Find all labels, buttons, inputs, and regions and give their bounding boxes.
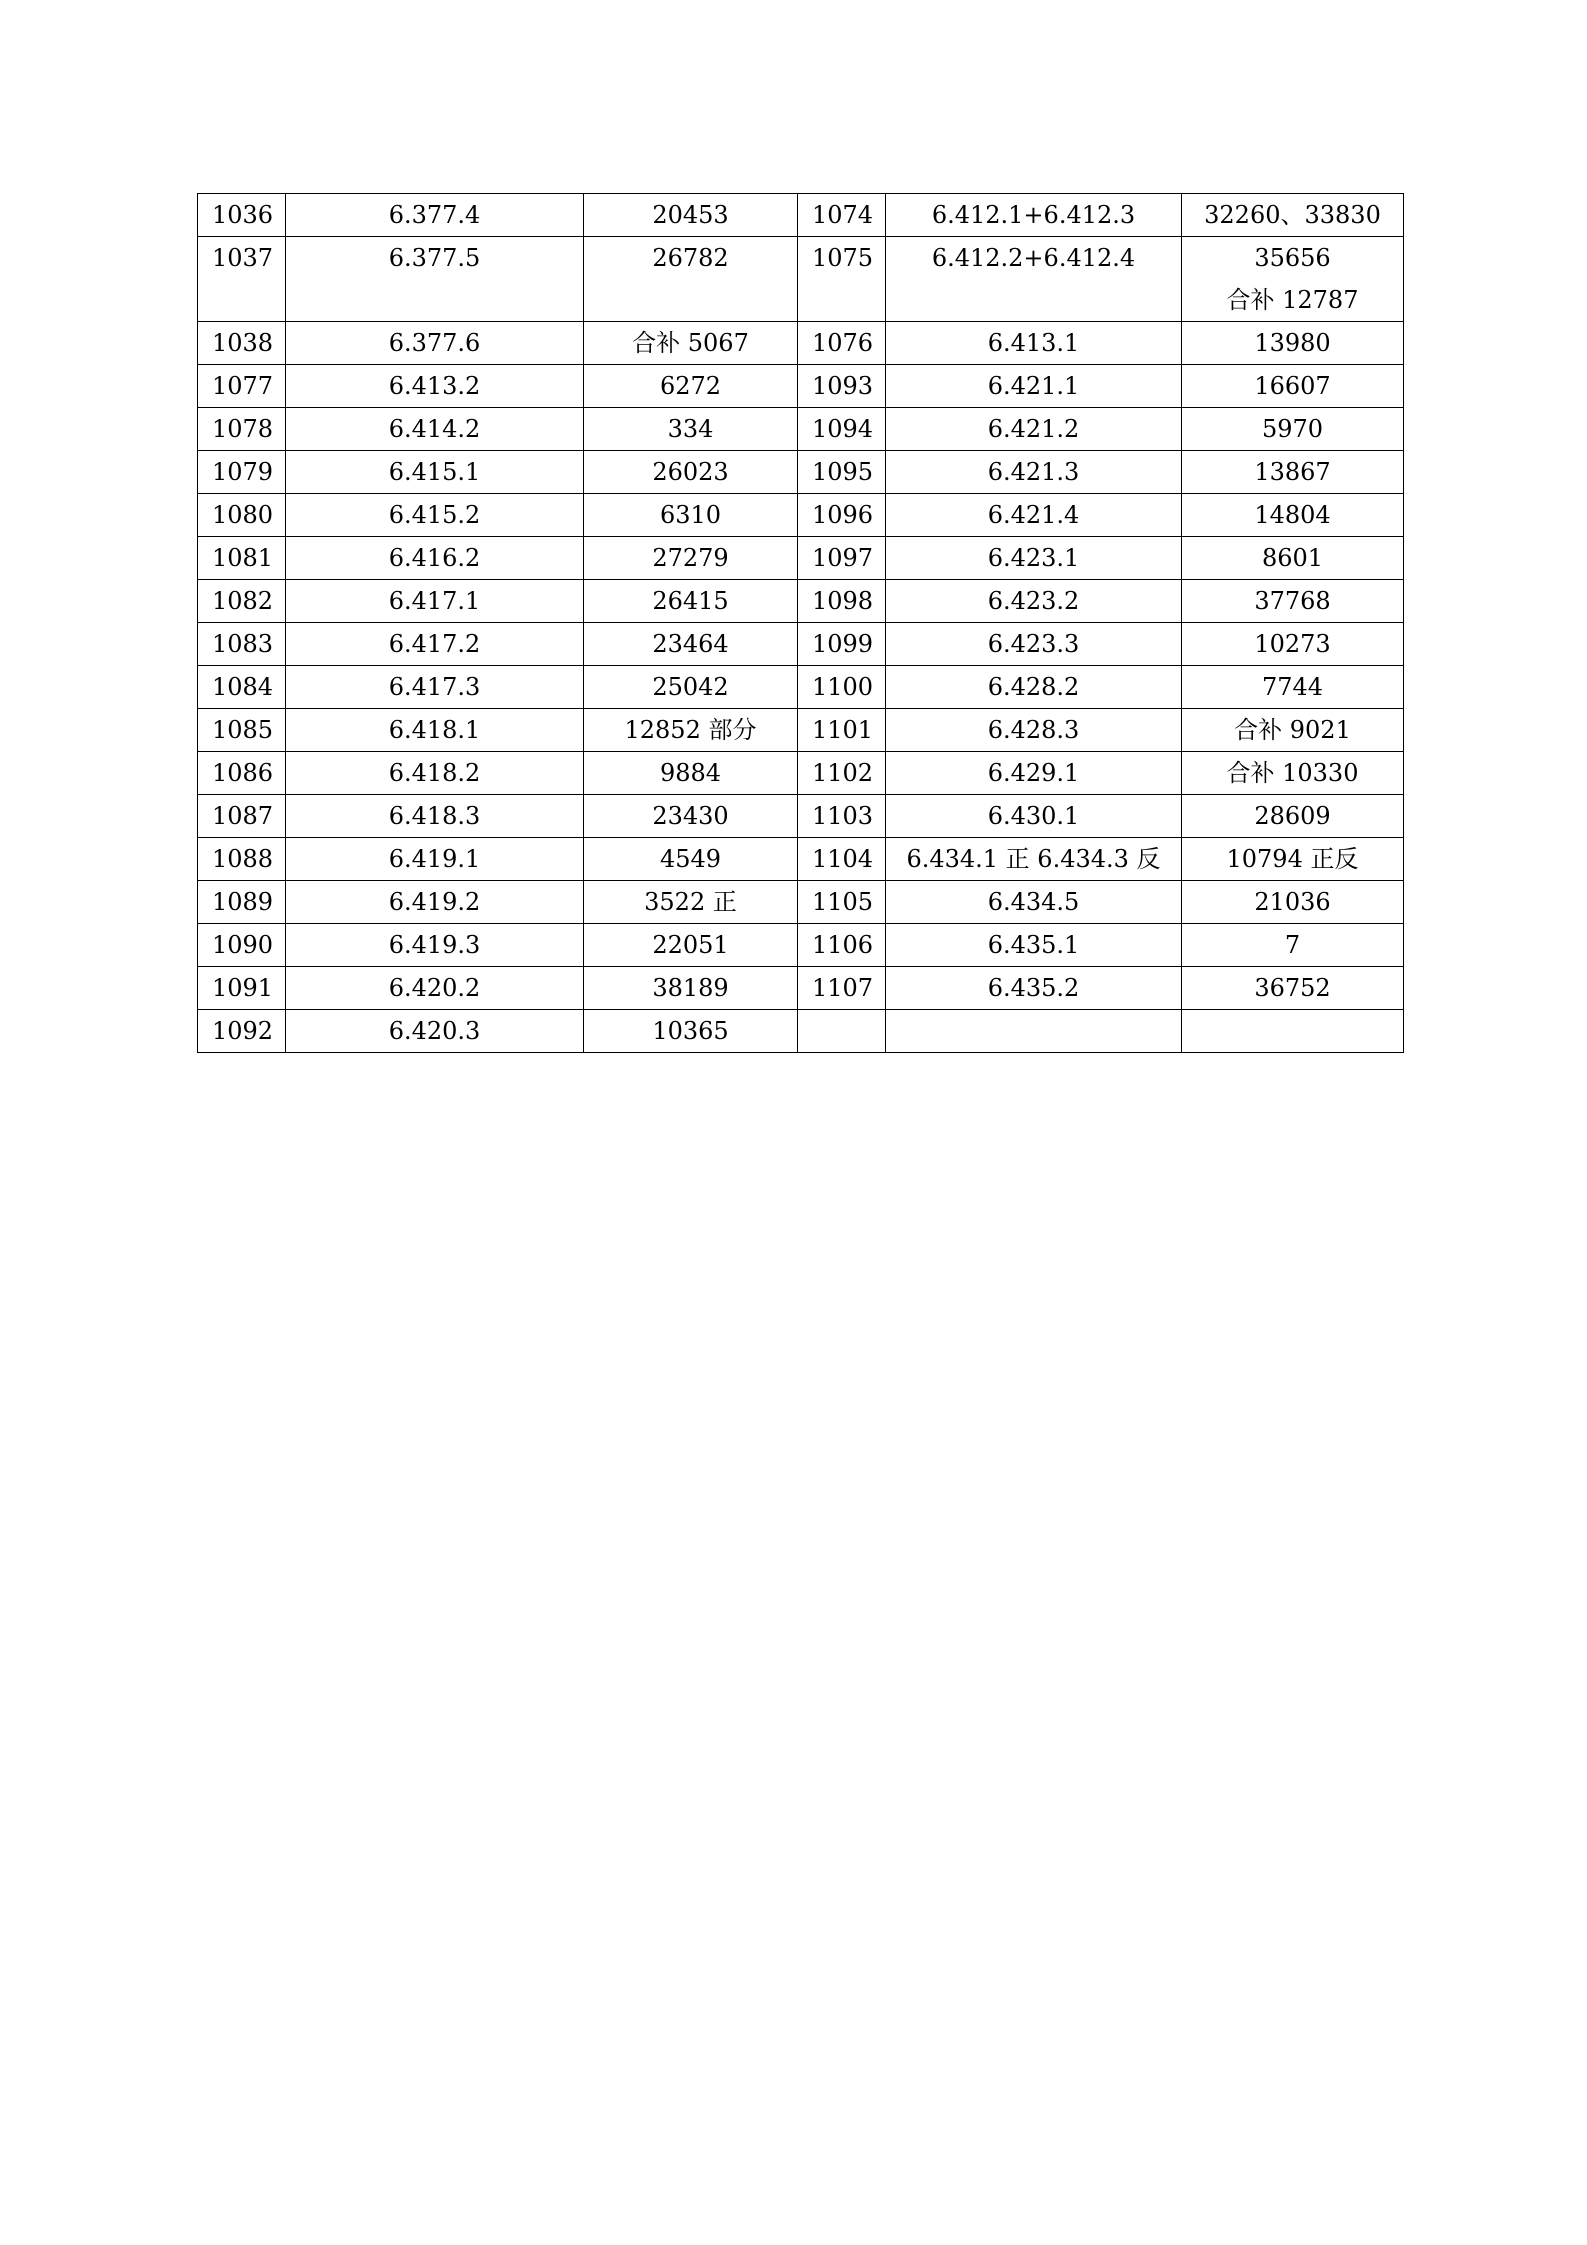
left-entry-number-cell: 1038 bbox=[198, 322, 286, 365]
right-source-ref-cell: 6.428.3 bbox=[886, 709, 1182, 752]
table-row bbox=[198, 967, 1404, 1010]
left-source-ref-cell: 6.417.3 bbox=[286, 666, 584, 709]
left-catalog-number-cell: 26023 bbox=[584, 451, 798, 494]
left-catalog-number-cell: 334 bbox=[584, 408, 798, 451]
left-entry-number-cell: 1081 bbox=[198, 537, 286, 580]
table-row bbox=[198, 881, 1404, 924]
left-source-ref-cell: 6.377.5 bbox=[286, 237, 584, 322]
right-source-ref-cell: 6.413.1 bbox=[886, 322, 1182, 365]
left-source-ref-cell: 6.420.3 bbox=[286, 1010, 584, 1053]
right-catalog-number-cell bbox=[1182, 494, 1404, 537]
right-source-ref-cell: 6.421.4 bbox=[886, 494, 1182, 537]
left-source-ref-cell: 6.419.2 bbox=[286, 881, 584, 924]
right-entry-number-cell: 1101 bbox=[798, 709, 886, 752]
left-source-ref-cell: 6.413.2 bbox=[286, 365, 584, 408]
left-catalog-number-cell: 4549 bbox=[584, 838, 798, 881]
table-row bbox=[198, 408, 1404, 451]
cell-line: 合补 9021 bbox=[1234, 716, 1351, 744]
right-entry-number-cell: 1095 bbox=[798, 451, 886, 494]
right-entry-number-cell: 1094 bbox=[798, 408, 886, 451]
right-catalog-number-cell bbox=[1182, 881, 1404, 924]
table-row bbox=[198, 237, 1404, 322]
cell-line: 35656 bbox=[1254, 244, 1331, 272]
left-entry-number-cell: 1078 bbox=[198, 408, 286, 451]
left-source-ref-cell: 6.377.6 bbox=[286, 322, 584, 365]
table-row bbox=[198, 623, 1404, 666]
right-entry-number-cell: 1102 bbox=[798, 752, 886, 795]
cell-line: 21036 bbox=[1254, 888, 1331, 916]
left-source-ref-cell: 6.420.2 bbox=[286, 967, 584, 1010]
table-row bbox=[198, 194, 1404, 237]
right-source-ref-cell: 6.428.2 bbox=[886, 666, 1182, 709]
left-source-ref-cell: 6.415.2 bbox=[286, 494, 584, 537]
left-catalog-number-cell: 3522 正 bbox=[584, 881, 798, 924]
left-entry-number-cell: 1088 bbox=[198, 838, 286, 881]
table-row bbox=[198, 666, 1404, 709]
right-entry-number-cell: 1104 bbox=[798, 838, 886, 881]
table-row bbox=[198, 838, 1404, 881]
right-catalog-number-cell bbox=[1182, 580, 1404, 623]
left-catalog-number-cell: 合补 5067 bbox=[584, 322, 798, 365]
left-source-ref-cell: 6.377.4 bbox=[286, 194, 584, 237]
table-row bbox=[198, 451, 1404, 494]
left-entry-number-cell: 1090 bbox=[198, 924, 286, 967]
right-entry-number-cell: 1093 bbox=[798, 365, 886, 408]
left-source-ref-cell: 6.416.2 bbox=[286, 537, 584, 580]
left-source-ref-cell: 6.414.2 bbox=[286, 408, 584, 451]
cell-line: 13980 bbox=[1254, 329, 1331, 357]
right-source-ref-cell bbox=[886, 1010, 1182, 1053]
right-source-ref-cell: 6.434.1 正 6.434.3 反 bbox=[886, 838, 1182, 881]
catalog-table-body bbox=[198, 194, 1404, 1053]
left-entry-number-cell: 1092 bbox=[198, 1010, 286, 1053]
left-catalog-number-cell: 6272 bbox=[584, 365, 798, 408]
table-row bbox=[198, 924, 1404, 967]
right-entry-number-cell: 1099 bbox=[798, 623, 886, 666]
left-catalog-number-cell: 23464 bbox=[584, 623, 798, 666]
table-row bbox=[198, 709, 1404, 752]
left-catalog-number-cell: 12852 部分 bbox=[584, 709, 798, 752]
right-source-ref-cell: 6.421.1 bbox=[886, 365, 1182, 408]
table-row bbox=[198, 580, 1404, 623]
left-source-ref-cell: 6.417.1 bbox=[286, 580, 584, 623]
left-entry-number-cell: 1036 bbox=[198, 194, 286, 237]
right-entry-number-cell: 1107 bbox=[798, 967, 886, 1010]
right-source-ref-cell: 6.435.1 bbox=[886, 924, 1182, 967]
right-entry-number-cell: 1098 bbox=[798, 580, 886, 623]
right-source-ref-cell: 6.434.5 bbox=[886, 881, 1182, 924]
cell-line: 7 bbox=[1284, 931, 1301, 959]
left-source-ref-cell: 6.419.3 bbox=[286, 924, 584, 967]
right-source-ref-cell: 6.429.1 bbox=[886, 752, 1182, 795]
left-catalog-number-cell: 10365 bbox=[584, 1010, 798, 1053]
right-entry-number-cell: 1106 bbox=[798, 924, 886, 967]
right-catalog-number-cell bbox=[1182, 967, 1404, 1010]
right-catalog-number-cell bbox=[1182, 1010, 1404, 1053]
right-catalog-number-cell bbox=[1182, 709, 1404, 752]
cell-line: 13867 bbox=[1254, 458, 1331, 486]
table-row bbox=[198, 365, 1404, 408]
table-row bbox=[198, 1010, 1404, 1053]
left-catalog-number-cell: 25042 bbox=[584, 666, 798, 709]
right-source-ref-cell: 6.430.1 bbox=[886, 795, 1182, 838]
left-catalog-number-cell: 23430 bbox=[584, 795, 798, 838]
left-source-ref-cell: 6.419.1 bbox=[286, 838, 584, 881]
catalog-table bbox=[197, 193, 1404, 1053]
left-catalog-number-cell: 20453 bbox=[584, 194, 798, 237]
right-entry-number-cell: 1076 bbox=[798, 322, 886, 365]
right-entry-number-cell: 1097 bbox=[798, 537, 886, 580]
cell-line: 36752 bbox=[1254, 974, 1331, 1002]
cell-line: 32260、33830 bbox=[1204, 201, 1381, 229]
left-catalog-number-cell: 26782 bbox=[584, 237, 798, 322]
right-entry-number-cell: 1096 bbox=[798, 494, 886, 537]
cell-line: 合补 12787 bbox=[1226, 286, 1359, 314]
left-catalog-number-cell: 38189 bbox=[584, 967, 798, 1010]
right-catalog-number-cell bbox=[1182, 322, 1404, 365]
left-catalog-number-cell: 9884 bbox=[584, 752, 798, 795]
right-catalog-number-cell bbox=[1182, 838, 1404, 881]
left-entry-number-cell: 1077 bbox=[198, 365, 286, 408]
right-source-ref-cell: 6.435.2 bbox=[886, 967, 1182, 1010]
right-source-ref-cell: 6.423.3 bbox=[886, 623, 1182, 666]
right-catalog-number-cell bbox=[1182, 451, 1404, 494]
right-source-ref-cell: 6.412.2+6.412.4 bbox=[886, 237, 1182, 322]
right-entry-number-cell: 1105 bbox=[798, 881, 886, 924]
right-catalog-number-cell bbox=[1182, 537, 1404, 580]
left-source-ref-cell: 6.418.2 bbox=[286, 752, 584, 795]
left-entry-number-cell: 1037 bbox=[198, 237, 286, 322]
right-entry-number-cell: 1100 bbox=[798, 666, 886, 709]
cell-line: 5970 bbox=[1261, 415, 1324, 443]
left-source-ref-cell: 6.418.3 bbox=[286, 795, 584, 838]
right-catalog-number-cell bbox=[1182, 365, 1404, 408]
left-catalog-number-cell: 26415 bbox=[584, 580, 798, 623]
cell-line: 14804 bbox=[1254, 501, 1331, 529]
left-catalog-number-cell: 6310 bbox=[584, 494, 798, 537]
left-entry-number-cell: 1084 bbox=[198, 666, 286, 709]
right-source-ref-cell: 6.421.2 bbox=[886, 408, 1182, 451]
cell-line: 10794 正反 bbox=[1226, 845, 1359, 873]
right-catalog-number-cell bbox=[1182, 924, 1404, 967]
cell-line: 37768 bbox=[1254, 587, 1331, 615]
right-catalog-number-cell bbox=[1182, 795, 1404, 838]
left-entry-number-cell: 1087 bbox=[198, 795, 286, 838]
right-catalog-number-cell bbox=[1182, 408, 1404, 451]
right-source-ref-cell: 6.412.1+6.412.3 bbox=[886, 194, 1182, 237]
cell-line: 10273 bbox=[1254, 630, 1331, 658]
cell-line: 7744 bbox=[1261, 673, 1324, 701]
right-catalog-number-cell bbox=[1182, 194, 1404, 237]
left-source-ref-cell: 6.417.2 bbox=[286, 623, 584, 666]
left-entry-number-cell: 1086 bbox=[198, 752, 286, 795]
right-source-ref-cell: 6.421.3 bbox=[886, 451, 1182, 494]
table-row bbox=[198, 537, 1404, 580]
left-entry-number-cell: 1082 bbox=[198, 580, 286, 623]
cell-line: 合补 10330 bbox=[1226, 759, 1359, 787]
right-source-ref-cell: 6.423.1 bbox=[886, 537, 1182, 580]
right-entry-number-cell bbox=[798, 1010, 886, 1053]
left-entry-number-cell: 1085 bbox=[198, 709, 286, 752]
cell-line: 8601 bbox=[1261, 544, 1324, 572]
right-entry-number-cell: 1075 bbox=[798, 237, 886, 322]
cell-line bbox=[1188, 1010, 1397, 1052]
left-source-ref-cell: 6.415.1 bbox=[286, 451, 584, 494]
left-entry-number-cell: 1083 bbox=[198, 623, 286, 666]
right-source-ref-cell: 6.423.2 bbox=[886, 580, 1182, 623]
left-entry-number-cell: 1089 bbox=[198, 881, 286, 924]
cell-line: 16607 bbox=[1254, 372, 1331, 400]
table-row bbox=[198, 795, 1404, 838]
right-entry-number-cell: 1103 bbox=[798, 795, 886, 838]
left-entry-number-cell: 1080 bbox=[198, 494, 286, 537]
right-catalog-number-cell bbox=[1182, 623, 1404, 666]
right-catalog-number-cell bbox=[1182, 666, 1404, 709]
table-row bbox=[198, 322, 1404, 365]
table-row bbox=[198, 494, 1404, 537]
right-catalog-number-cell bbox=[1182, 237, 1404, 322]
cell-line: 28609 bbox=[1254, 802, 1331, 830]
table-row bbox=[198, 752, 1404, 795]
left-catalog-number-cell: 22051 bbox=[584, 924, 798, 967]
left-catalog-number-cell: 27279 bbox=[584, 537, 798, 580]
left-source-ref-cell: 6.418.1 bbox=[286, 709, 584, 752]
right-entry-number-cell: 1074 bbox=[798, 194, 886, 237]
left-entry-number-cell: 1091 bbox=[198, 967, 286, 1010]
right-catalog-number-cell bbox=[1182, 752, 1404, 795]
left-entry-number-cell: 1079 bbox=[198, 451, 286, 494]
